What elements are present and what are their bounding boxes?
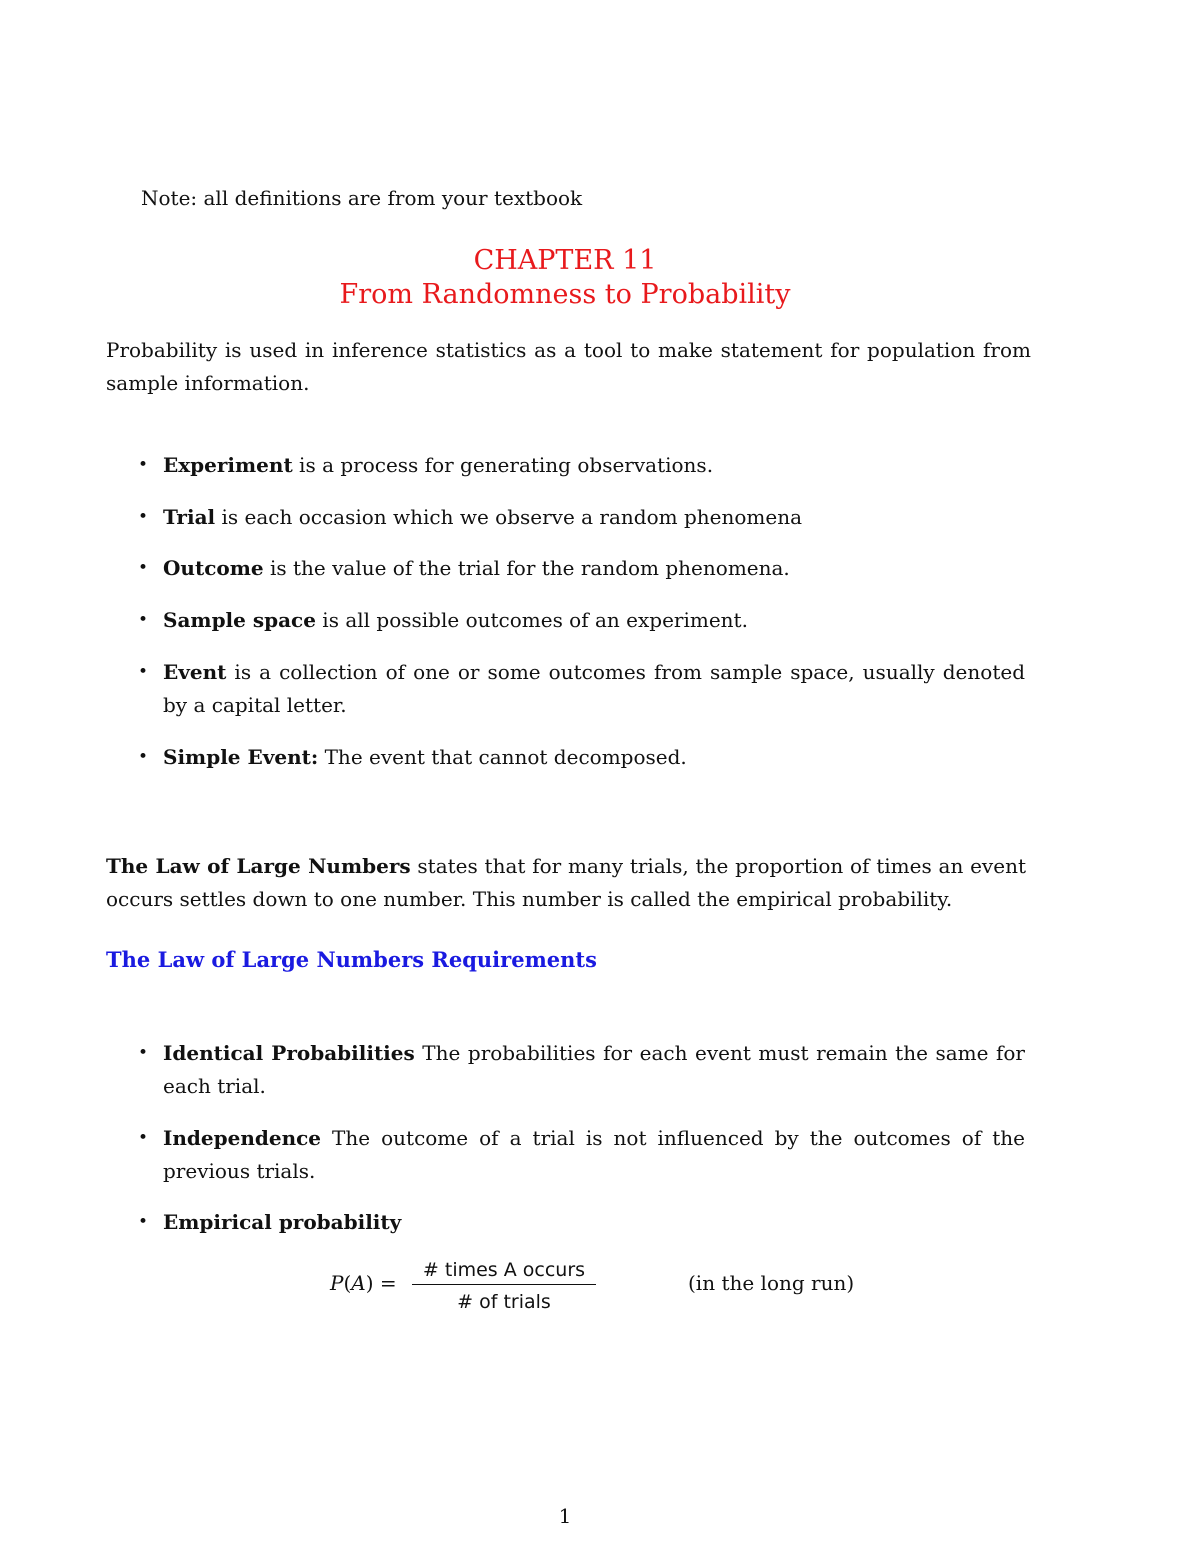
formula-fraction: [412, 1256, 596, 1315]
formula-denominator: # of trials: [457, 1291, 551, 1313]
requirement-term: Empirical probability: [163, 1210, 402, 1234]
chapter-heading: [0, 244, 1130, 312]
requirement-text: The probabilities for each event must remain the same for each trial.: [163, 1041, 1025, 1098]
definition-term: Outcome: [163, 556, 264, 580]
law-text: states that for many trials, the proportion of times an event occurs settles down to one number. This number is called the empirical probability.: [106, 854, 1026, 911]
note-line: Note: all definitions are from your textbook: [141, 186, 583, 210]
chapter-title: From Randomness to Probability: [339, 279, 791, 310]
bullet-icon: •: [138, 1212, 149, 1232]
definition-item: [138, 501, 1025, 534]
law-term: The Law of Large Numbers: [106, 854, 411, 878]
definition-term: Sample space: [163, 608, 316, 632]
formula-numerator: # times A occurs: [412, 1256, 596, 1285]
requirement-item: [138, 1037, 1025, 1103]
definition-item: [138, 604, 1025, 637]
law-of-large-numbers-paragraph: [106, 850, 1026, 916]
requirement-item: [138, 1122, 1025, 1188]
page-number: 1: [558, 1504, 572, 1528]
formula-argument: A: [351, 1271, 366, 1295]
requirement-term: Independence: [163, 1126, 322, 1150]
definition-term: Experiment: [163, 453, 293, 477]
bullet-icon: •: [138, 1043, 149, 1063]
chapter-number: CHAPTER 11: [473, 245, 657, 276]
bullet-icon: •: [138, 1128, 149, 1148]
definition-term: Simple Event:: [163, 745, 319, 769]
bullet-icon: •: [138, 610, 149, 630]
definition-text: is a collection of one or some outcomes from sample space, usually denoted by a capital letter.: [163, 660, 1025, 717]
definition-text: The event that cannot decomposed.: [318, 745, 687, 769]
formula-function: P: [330, 1271, 344, 1295]
definition-item: [138, 552, 1025, 585]
bullet-icon: •: [138, 507, 149, 527]
intro-paragraph: Probability is used in inference statistics as a tool to make statement for population from sample information.: [106, 338, 1031, 395]
bullet-icon: •: [138, 662, 149, 682]
bullet-icon: •: [138, 558, 149, 578]
definition-text: is each occasion which we observe a random phenomena: [215, 505, 803, 529]
bullet-icon: •: [138, 455, 149, 475]
definition-text: is all possible outcomes of an experiment.: [315, 608, 748, 632]
definition-item: [138, 656, 1025, 722]
definition-term: Event: [163, 660, 227, 684]
definition-text: is a process for generating observations.: [292, 453, 714, 477]
definition-term: Trial: [163, 505, 216, 529]
requirement-term: Identical Probabilities: [163, 1041, 415, 1065]
definition-item: [138, 449, 1025, 482]
requirements-heading: The Law of Large Numbers Requirements: [106, 947, 597, 972]
requirement-text: The outcome of a trial is not influenced by the outcomes of the previous trials.: [163, 1126, 1025, 1183]
requirement-item: [138, 1206, 1025, 1239]
bullet-icon: •: [138, 747, 149, 767]
formula-lhs: P(A) =: [330, 1271, 397, 1295]
definition-text: is the value of the trial for the random phenomena.: [263, 556, 790, 580]
formula-qualifier: (in the long run): [688, 1271, 855, 1295]
definition-item: [138, 741, 1025, 774]
